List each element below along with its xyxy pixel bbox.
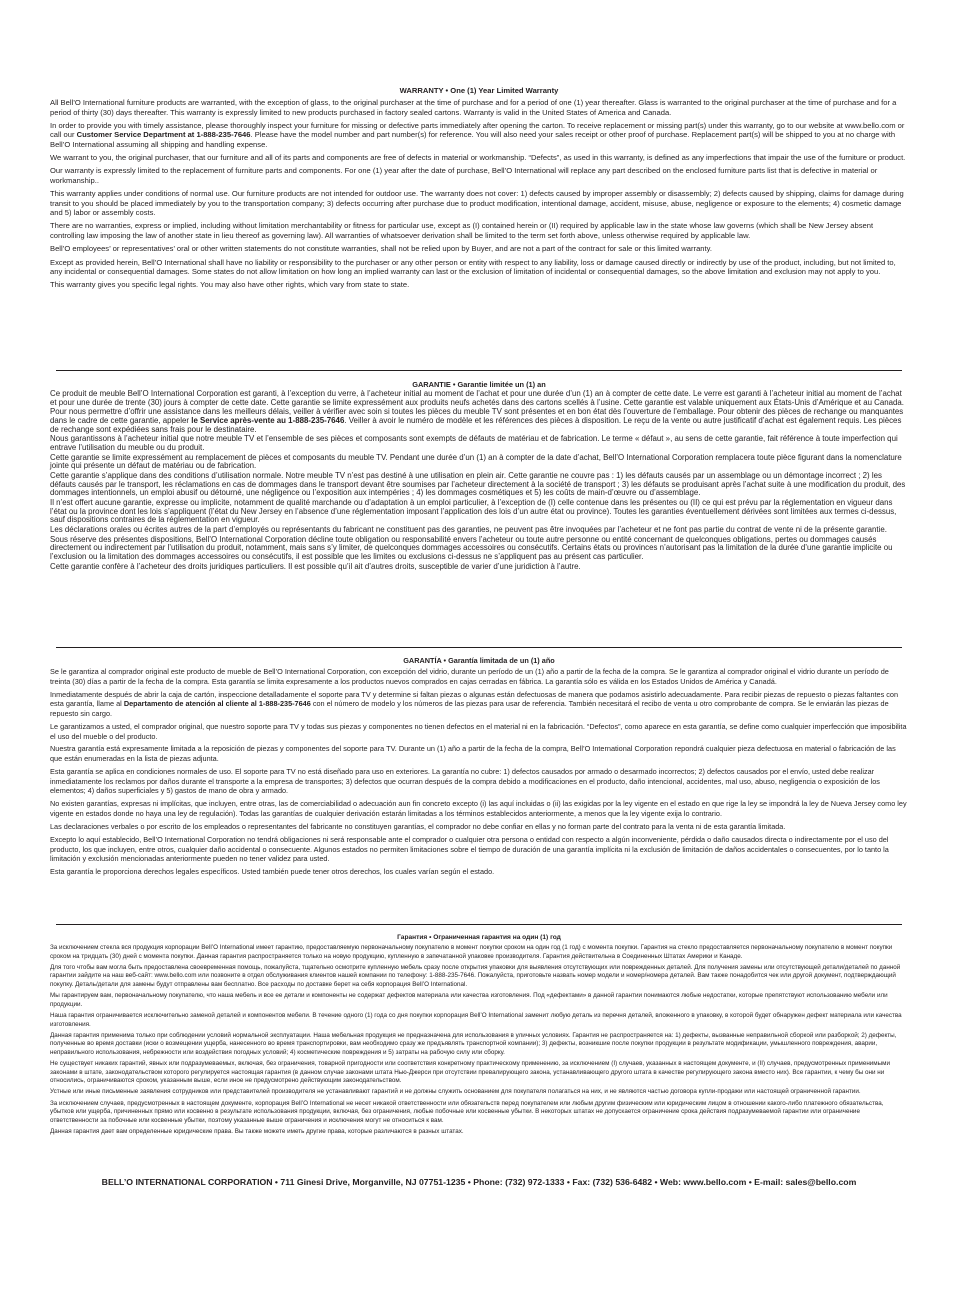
section-title: GARANTIE • Garantie limitée un (1) an [412, 380, 546, 389]
paragraph: There are no warranties, express or implied, including without limitation merchantability or fitness for particular use, except as (I) contained herein or (II) required by applicable law in the state whose law governs (which shall be New Jersey absent controlling law imposing the law of another state in lieu thereof as governing law). All warranties of whatsoever derivation shall be limited to the term set forth above, unless otherwise required by applicable law. [50, 221, 874, 240]
paragraph: Sous réserve des présentes dispositions, Bell’O International Corporation décline toute obligation ou responsabilité envers l’acheteur ou toute autre personne ou entité concernant de quelconques obligations, pertes ou dommages causés directement ou indirectement par l’utilisation du produit, notamment, mais sans s’y limiter, de quelconques dommages accessoires ou consécutifs. Certains états ou provinces n’autorisant pas la limitation de la durée d’une garantie implicite ou l’exclusion ou la limitation des dommages accessoires ou consécutifs, il est possible que les limites ou exclusions ci-dessus ne s’appliquent pas au présent cas particulier. [50, 534, 893, 561]
paragraph: Les déclarations orales ou écrites autres de la part d’employés ou représentants du fabricant ne constituent pas des garanties, ne peuvent pas être invoquées par l’acheteur et ne font pas partie du contrat de vente ni de la présente garantie. [50, 525, 887, 535]
paragraph: Cette garantie confère à l’acheteur des droits juridiques particuliers. Il est possible qu’il ait d’autres droits, susceptible de varier d’une juridiction à l’autre. [50, 561, 581, 571]
text-run: . Please have the model number and part number(s) for reference. You will also need your sales receipt or other proof of purchase. Replacement part(s) will be shipped to you at no charge with Bell’O International assuming all shipping and handling expense. [50, 130, 896, 149]
paragraph: Le garantizamos a usted, el comprador original, que nuestro soporte para TV y todas sus piezas y componentes no tienen defectos en el material ni en la fabricación. “Defectos”, como aparece en esta garantía, se define como cualquier imperfección que imposibilita el uso del mueble o del producto. [50, 721, 907, 741]
paragraph: Cette garantie s’applique dans des conditions d’utilisation normale. Notre meuble TV n’est pas destiné à une utilisation en plein air. Cette garantie ne couvre pas : 1) les défauts causés par un assemblage ou un démontage incorrect ; 2) les défauts causés par le transport, les réclamations en cas de dommages dans le transport devant être soumises par l’acheteur directement à la société de transport ; 3) les défauts se produisant après l’achat suite à une modification du produit, des dommages intentionnels, un emploi abusif ou détourné, une négligence ou l’exposition aux intempéries ; 4) les dommages cosmétiques et 5) les coûts de main-d’œuvre ou d’assemblage. [50, 471, 906, 498]
paragraph: За исключением стекла вся продукция корпорации Bell’O International имеет гарантию, предоставляемую первоначальному покупателю в момент покупки сроком на один год (1 год) с момента покупки. Гарантия на стекло предоставляется первоначальному покупателю в момент покупки сроком на тридцать (30) дней с момента покупки. Данная гарантия распространяется только на новую продукцию, купленную в запечатанной упаковке производителя. Гарантия действительна в Соединенных Штатах Америки и Канаде. [50, 944, 893, 960]
section-title: WARRANTY • One (1) Year Limited Warranty [399, 86, 559, 95]
paragraph: We warrant to you, the original purchaser, that our furniture and all of its parts and components are free of defects in material or workmanship. “Defects”, as used in this warranty, is defined as any imperfections that impair the use of the furniture or product. [50, 153, 906, 163]
paragraph: Bell’O employees’ or representatives’ oral or other written statements do not constitute warranties, shall not be relied upon by Buyer, and are not a part of the contract for sale or this limited warranty. [50, 244, 712, 254]
paragraph: Se le garantiza al comprador original este producto de mueble de Bell’O International Corporation, con excepción del vidrio, durante un período de un (1) año a partir de la fecha de la compra. Se le garantiza al comprador original el vidrio durante un período de treinta (30) días a partir de la fecha de la compra. Esta garantía se limita expresamente a los productos nuevos comprados en cajas cerradas en fábrica. La garantía sólo es válida en los Estados Unidos de América y Canadá. [50, 667, 889, 686]
paragraph: Our warranty is expressly limited to the replacement of furniture parts and components. For one (1) year after the date of purchase, Bell’O International will replace any part described on the enclosed furniture parts list that is defective in material or workmanship.. [50, 166, 878, 185]
paragraph: This warranty applies under conditions of normal use. Our furniture products are not intended for outdoor use. The warranty does not cover: 1) defects caused by improper assembly or disassembly; 2) defects caused by shipping, claims for damage during transit to you should be placed immediately by you to the transportation company; 3) defects occurring after purchase due to product modification, intentional damage, accident, misuse, abuse, negligence or exposure to the elements; 4) cosmetic damage and 5) labor or assembly costs. [50, 189, 904, 218]
paragraph [50, 408, 908, 434]
paragraph [50, 690, 908, 719]
paragraph: Cette garantie se limite expressément au remplacement de pièces et composants du meuble TV. Pendant une durée d’un (1) an à compter de la date d’achat, Bell’O International Corporation remplacera toute pièce figurant dans la nomenclature jointe qui présente un défaut de matériau ou de fabrication. [50, 452, 902, 471]
paragraph: Esta garantía se aplica en condiciones normales de uso. El soporte para TV no está diseñado para uso en exteriores. La garantía no cubre: 1) defectos causados por armado o desarmado incorrectos; 2) defectos causados por el envío, usted debe realizar inmediatamente los reclamos por daños durante el transporte a la empresa de transportes; 3) defectos que ocurran después de la compra debido a modificaciones en el producto, daño intencional, accidentes, mal uso, abuso, negligencia o exposición de los elementos; 4) daños superficiales y 5) gastos de mano de obra y armado. [50, 767, 880, 796]
company-contact-footer: BELL’O INTERNATIONAL CORPORATION • 711 Ginesi Drive, Morganville, NJ 07751-1235 • Phone: (732) 972-1333 • Fax: (732) 536-6482 • Web: www.bello.com • E-mail: sales@bello.com [101, 1177, 857, 1187]
text-run: In order to provide you with timely assistance, please thoroughly inspect your furniture for missing or defective parts immediately after opening the carton. To receive replacement or missing part(s) under this warranty, go to our website at www.bello.com or call our [50, 120, 905, 140]
text-run: Inmediatamente después de abrir la caja de cartón, inspeccione detalladamente el soporte para TV y determine si faltan piezas o algunas están defectuosas de manera que podamos asistirlo adecuadamente. Para recibir piezas de repuesto o piezas faltantes con esta garantía, llame al [50, 689, 899, 709]
paragraph: Esta garantía le proporciona derechos legales específicos. Usted también puede tener otros derechos, los cuales varían según el estado. [50, 867, 495, 877]
warranty-section-spanish [50, 656, 908, 880]
paragraph: Nuestra garantía está expresamente limitada a la reposición de piezas y componentes del soporte para TV. Durante un (1) año a partir de la fecha de la compra, Bell’O International Corporation repondrá cualquier pieza defectuosa en material o fabricación de las que están enumeradas en la lista de piezas adjunta. [50, 744, 896, 764]
warranty-section-french [50, 380, 908, 573]
section-title: GARANTÍA • Garantía limitada de un (1) año [403, 656, 555, 665]
customer-service-phone: Customer Service Department at 1-888-235-7646 [76, 130, 251, 140]
section-divider [56, 924, 902, 925]
paragraph: Ce produit de meuble Bell’O International Corporation est garanti, à l’exception du verre, à l’acheteur initial au moment de l’achat et pour une durée d’un (1) an à compter de cette date. Le verre est garanti à l’acheteur initial au moment de l’achat et pour une durée de trente (30) jours à compter de cette date. Cette garantie se limite expressément aux produits neufs achetés dans des cartons scellés à l’usine. Cette garantie est valable uniquement aux États-Unis d’Amérique et au Canada. [50, 389, 904, 407]
section-title: Гарантия • Ограниченная гарантия на один (1) год [397, 934, 561, 941]
paragraph: Устные или иные письменные заявления сотрудников или представителей производителя не устанавливают гарантий и не должны служить основанием для покупателя полагаться на них, и не являются частью договора купли-продажи или настоящей ограниченной гарантии. [50, 1088, 861, 1096]
customer-service-phone: le Service après-vente au 1-888-235-7646 [191, 415, 345, 425]
paragraph: Las declaraciones verbales o por escrito de los empleados o representantes del fabricante no constituyen garantías, el comprador no debe confiar en ellas y no forman parte del contrato para la venta ni de esta garantía limitada. [50, 821, 786, 831]
text-run: Pour nous permettre d’offrir une assistance dans les meilleurs délais, veiller à vérifier avec soin si toutes les pièces du meuble TV sont présentes et en bon état dès l’ouverture de l’emballage. Pour obtenir des pièces de rechange ou manquantes dans le cadre de cette garantie, appeler [50, 407, 904, 425]
paragraph: Except as provided herein, Bell’O International shall have no liability or responsibility to the purchaser or any other person or entity with respect to any liability, loss or damage caused directly or indirectly by use of the product, including, but not limited to, any incidental or consequential damages. Some states do not allow limitation on how long an implied warranty can last or the exclusion of limitation of incidental or consequential damages, so the above limitation and exclusion may not apply to you. [50, 257, 896, 277]
paragraph: Excepto lo aquí establecido, Bell’O International Corporation no tendrá obligaciones ni será responsable ante el comprador o cualquier otra persona o entidad con respecto a algún inconveniente, pérdida o daño causados directa o indirectamente por el uso del producto, los que incluyen, entre otros, cualquier daño accidental o consecuente. Algunos estados no permiten limitaciones sobre el tiempo de duración de una garantía implícita ni la exclusión de limitación de daños accidentales o consecuentes, por lo tanto la limitación y exclusión mencionadas anteriormente pueden no tener validez para usted. [50, 834, 889, 864]
warranty-section-russian [50, 934, 908, 1139]
paragraph: Данная гарантия дает вам определенные юридические права. Вы также можете иметь другие права, которые различаются в разных штатах. [50, 1128, 464, 1136]
customer-service-phone: Departamento de atención al cliente al 1-888-235-7646 [123, 699, 311, 709]
paragraph [50, 121, 908, 150]
paragraph: Наша гарантия ограничивается исключительно заменой деталей и компонентов мебели. В течение одного (1) года со дня покупки корпорация Bell’O International заменит любую деталь из перечня деталей, вложенного в упаковку, в которой будет обнаружен дефект материала или качества изготовления. [50, 1011, 902, 1028]
paragraph: Не существует никаких гарантий, явных или подразумеваемых, включая, без ограничения, товарной пригодности или соответствия конкретному практическому применению, за исключением (I) случаев, указанных в настоящем документе, и (II) случаев, предусмотренных применимыми законами в штате, законодательством которого регулируется настоящая гарантия (в данном случае законами штата Нью-Джерси при отсутствии превалирующего закона, устанавливающего другого штата в качестве регулирующего закона вместо них). Все гарантии, к чему бы они ни относились, ограничиваются сроком, указанным выше, если иное не предусмотрено действующим законодательством. [50, 1060, 891, 1085]
paragraph: No existen garantías, expresas ni implícitas, que incluyen, entre otras, las de comerciabilidad o adecuación aun fin concreto excepto (i) las aquí incluidas o (ii) las exigidas por la ley vigente en el estado en que rige la ley se impondrá la ley de Nueva Jersey como ley vigente en estados donde no haya una ley de regulación). Todas las garantías de cualquier derivación estarán limitadas a los términos establecidos anteriormente, a menos que la ley vigente exija lo contrario. [50, 799, 907, 819]
text-run: con el número de modelo y los números de las piezas para usar de referencia. También necesitará el recibo de venta u otro comprobante de compra. Se le enviarán las piezas de repuesto sin cargo. [50, 699, 889, 718]
paragraph: Данная гарантия применима только при соблюдении условий нормальной эксплуатации. Наша мебельная продукция не предназначена для использования в уличных условиях. Гарантия не распространяется на: 1) дефекты, вызванные неправильной сборкой или разборкой; 2) дефекты, полученные во время доставки (иски о возмещении ущерба, нанесенного во время транспортировки, вам необходимо сразу же предъявлять транспортной компании); 3) дефекты, возникшие после покупки продукции в результате модификации, умышленного повреждения, аварии, неправильного использования, небрежности или воздействия погодных условий; 4) косметические повреждения и 5) затраты на рабочую силу или сборку. [50, 1031, 897, 1056]
paragraph: Il n’est offert aucune garantie, expresse ou implicite, notamment de qualité marchande ou d’adaptation à un emploi particulier, à l’exception de (I) celle contenue dans les présentes ou (II) ce qui est prévu par la réglementation en vigueur dans l’état ou la province dont les lois s’appliquent (l’état du New Jersey en l’absence d’une réglementation imposant l’application des lois d’un autre état ou province). Toutes les garanties éventuellement dérivées sont limitées aux termes ci-dessus, sauf dispositions contraires de la réglementation en vigueur. [50, 498, 897, 525]
text-run: . Veiller à avoir le numéro de modèle et les références des pièces à disposition. Le reçu de la vente ou autre justificatif d’achat est également requis. Les pièces de rechange sont expédiées sans frais pour le destinataire. [50, 415, 902, 434]
section-divider [56, 647, 902, 648]
paragraph: Для того чтобы вам могла быть предоставлена своевременная помощь, пожалуйста, тщательно осмотрите купленную мебель сразу после открытия упаковки для выявления отсутствующих или поврежденных деталей. Для получения замены или отсутствующей детали/деталей по данной гарантии зайдите на наш веб-сайт: www.bello.com или позвоните в отдел обслуживания клиентов нашей компании по телефону: 1-888-235-7646. Пожалуйста, приготовьте назвать номер модели и номер/номера деталей. Вам также понадобится чек или другой документ, подтверждающий покупку. Деталь/детали для замены будут отправлены вам бесплатно. Все расходы по доставке берет на себя корпорация Bell’O International. [50, 963, 901, 988]
section-divider [56, 370, 902, 371]
warranty-section-english [50, 86, 908, 294]
paragraph: This warranty gives you specific legal rights. You may also have other rights, which vary from state to state. [50, 280, 410, 290]
paragraph: Nous garantissons à l’acheteur initial que notre meuble TV et l’ensemble de ses pièces et composants sont exempts de défauts de matériau et de fabrication. Le terme « défaut », au sens de cette garantie, fait référence à toute imperfection qui entrave l’utilisation du meuble ou du produit. [50, 434, 898, 452]
paragraph: All Bell’O International furniture products are warranted, with the exception of glass, to the original purchaser at the time of purchase and for a period of one (1) year thereafter. Glass is warranted to the original purchaser at the time of purchase and for a period of thirty (30) days thereafter. This warranty is expressly limited to new products purchased in factory sealed cartons. Warranty is valid in the United States of America and Canada. [50, 98, 897, 117]
paragraph: Мы гарантируем вам, первоначальному покупателю, что наша мебель и все ее детали и компоненты не содержат дефектов материала или качества изготовления. Под «дефектами» в данной гарантии понимаются любые недостатки, которые препятствуют использованию мебели или продукции. [50, 992, 888, 1008]
paragraph: За исключением случаев, предусмотренных в настоящем документе, корпорация Bell’O International не несет никакой ответственности или обязательств перед покупателем или любым другим физическим или юридическим лицом в отношении какого-либо платежного обязательства, убытков или ущерба, причиненных прямо или косвенно в результате использования продукции, включая, без ограничения, любые побочные или косвенные убытки. В некоторых штатах не допускается ограничение срока действия подразумеваемой гарантии или ограничение ответственности за побочные или косвенные убытки, поэтому указанные выше ограничения и исключения могут не относиться к вам. [50, 1099, 884, 1124]
